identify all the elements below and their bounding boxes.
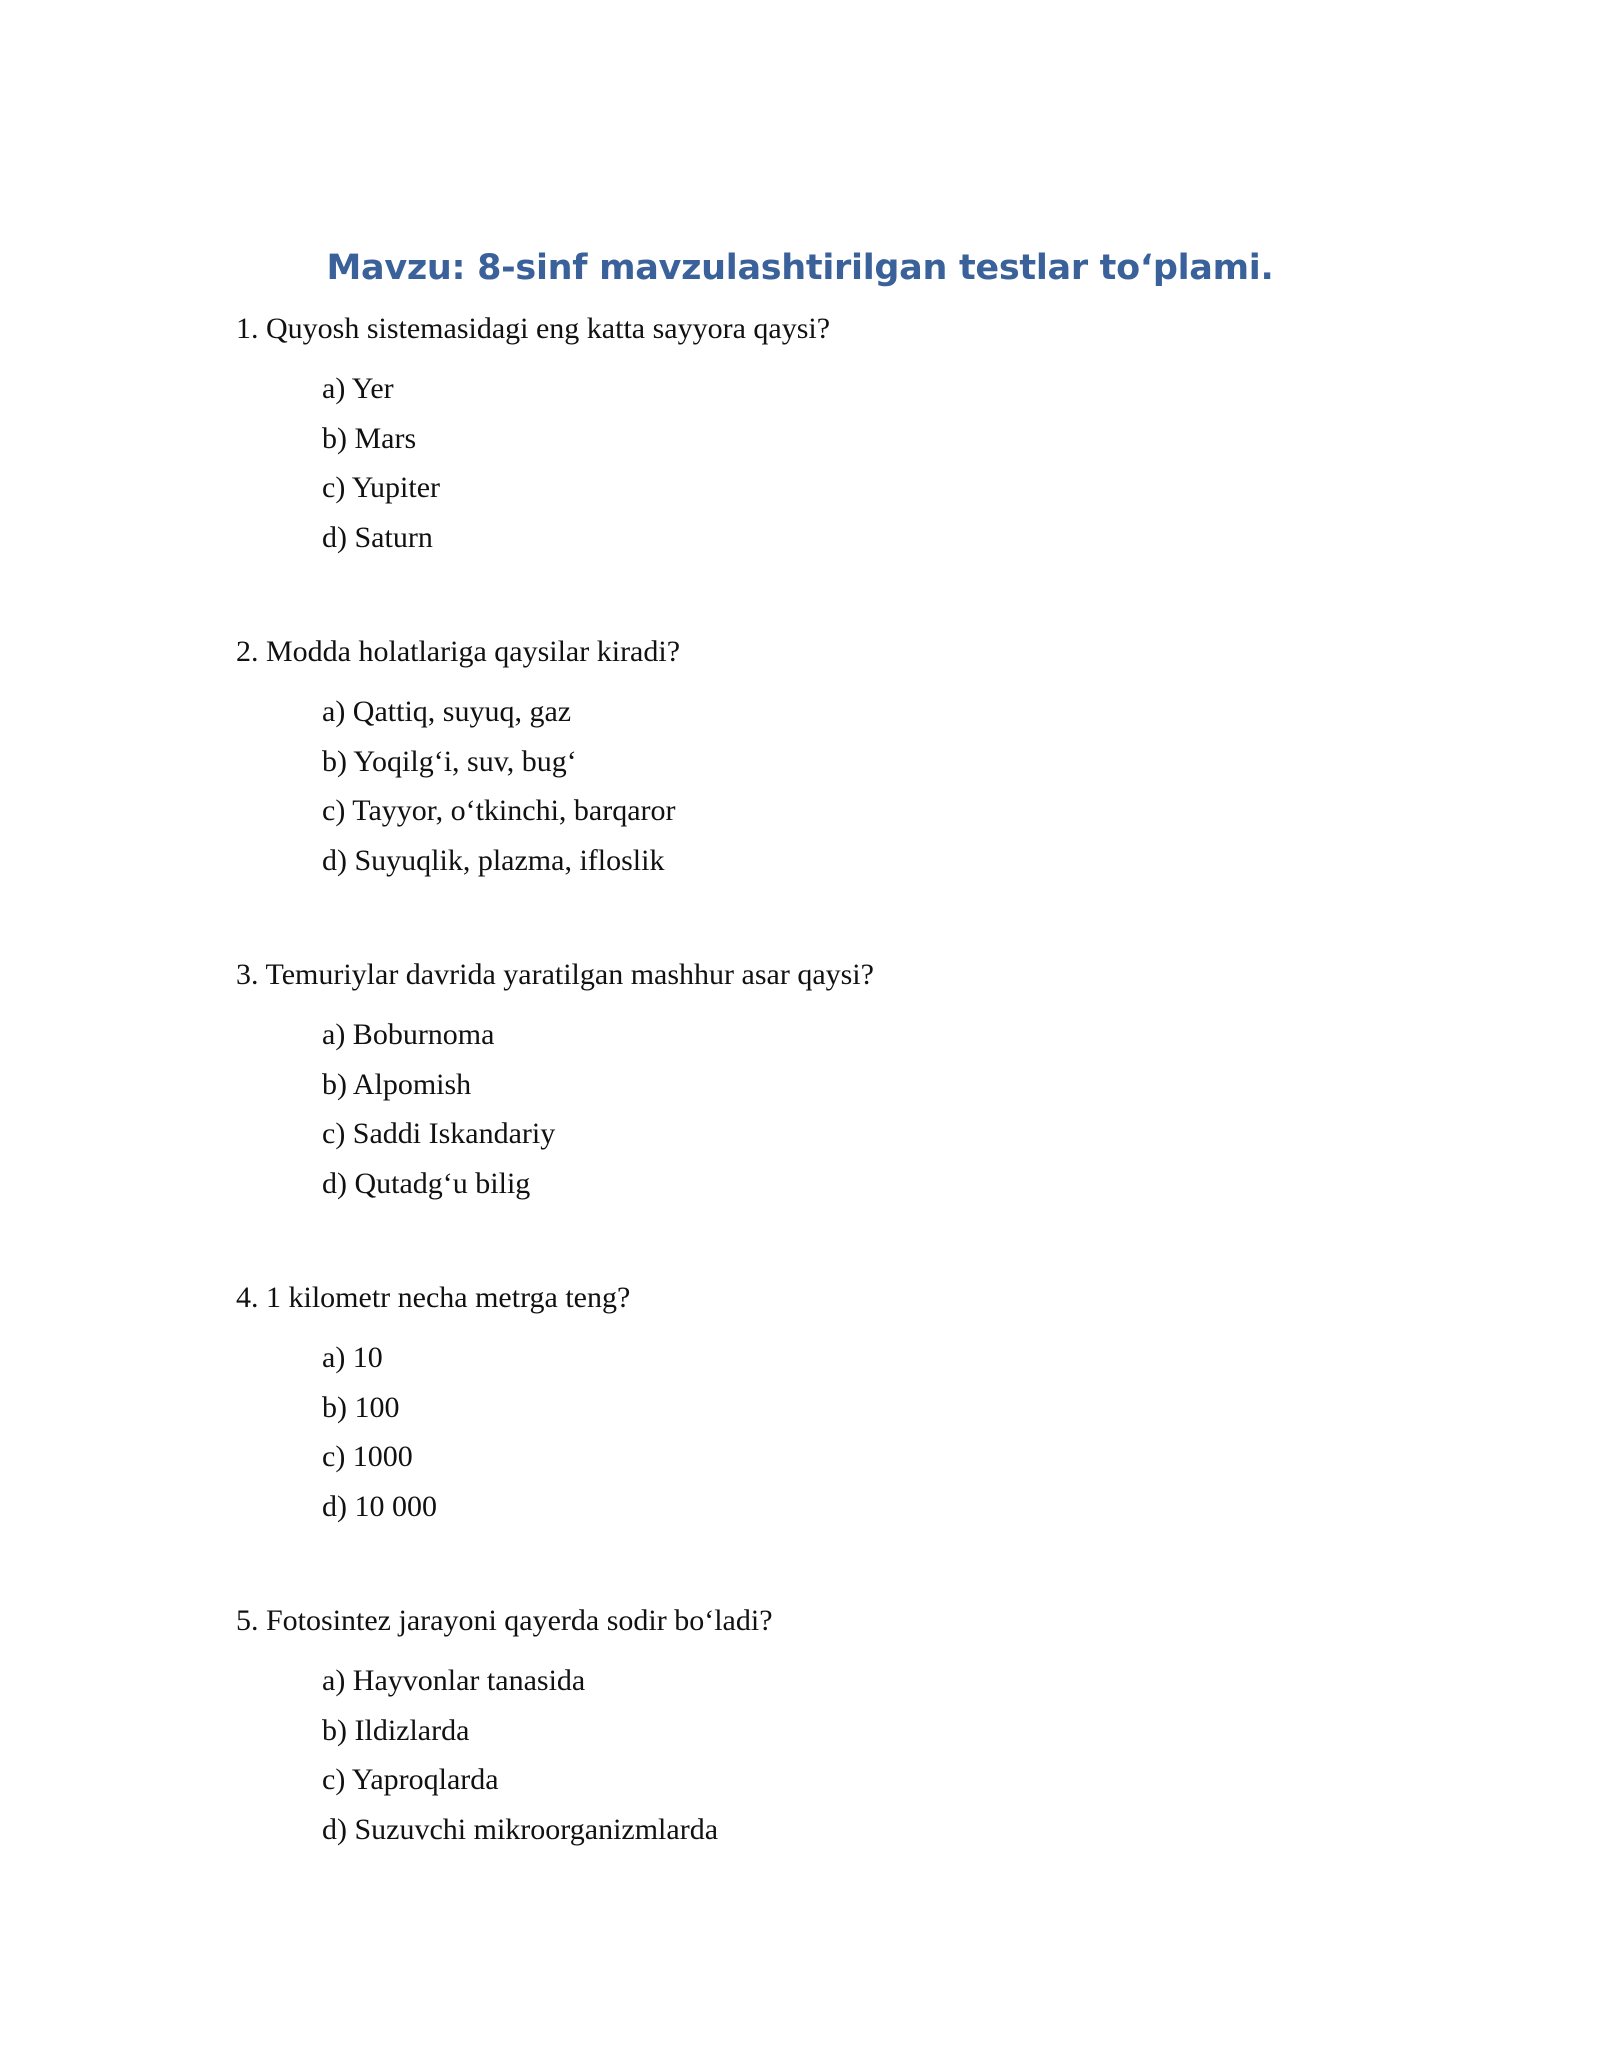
option-b: b) Yoqilg‘i, suv, bug‘ [322, 744, 577, 778]
question-block-3 [236, 954, 1436, 1208]
option-b: b) Ildizlarda [322, 1713, 470, 1747]
option-c: c) Yupiter [322, 471, 441, 504]
question-text: 2. Modda holatlariga qaysilar kiradi? [236, 635, 681, 668]
question-block-1 [236, 308, 1436, 562]
options-list [236, 1656, 1436, 1854]
option-a: a) Hayvonlar tanasida [322, 1664, 586, 1697]
option-a: a) Boburnoma [322, 1018, 495, 1051]
options-list [236, 1333, 1436, 1531]
document-title: Mavzu: 8-sinf mavzulashtirilgan testlar to‘plami. [326, 248, 1274, 288]
question-block-4 [236, 1277, 1436, 1531]
options-list [236, 687, 1436, 885]
option-c: c) Saddi Iskandariy [322, 1117, 556, 1150]
option-d: d) Suzuvchi mikroorganizmlarda [322, 1812, 719, 1846]
option-c: c) Tayyor, o‘tkinchi, barqaror [322, 794, 676, 827]
option-a: a) Yer [322, 372, 394, 405]
option-d: d) Suyuqlik, plazma, ifloslik [322, 843, 665, 877]
option-a: a) 10 [322, 1341, 383, 1374]
option-b: b) 100 [322, 1390, 400, 1424]
option-d: d) Qutadg‘u bilig [322, 1166, 531, 1200]
question-block-5 [236, 1600, 1436, 1854]
option-c: c) Yaproqlarda [322, 1763, 499, 1796]
question-text: 1. Quyosh sistemasidagi eng katta sayyora qaysi? [236, 312, 831, 345]
option-d: d) 10 000 [322, 1489, 437, 1523]
question-text: 5. Fotosintez jarayoni qayerda sodir bo‘ladi? [236, 1604, 773, 1637]
options-list [236, 364, 1436, 562]
question-text: 4. 1 kilometr necha metrga teng? [236, 1281, 631, 1314]
option-c: c) 1000 [322, 1440, 413, 1473]
question-text: 3. Temuriylar davrida yaratilgan mashhur asar qaysi? [236, 958, 874, 991]
option-d: d) Saturn [322, 520, 433, 554]
question-block-2 [236, 631, 1436, 885]
option-b: b) Alpomish [322, 1067, 472, 1101]
options-list [236, 1010, 1436, 1208]
option-a: a) Qattiq, suyuq, gaz [322, 695, 572, 728]
option-b: b) Mars [322, 421, 417, 455]
